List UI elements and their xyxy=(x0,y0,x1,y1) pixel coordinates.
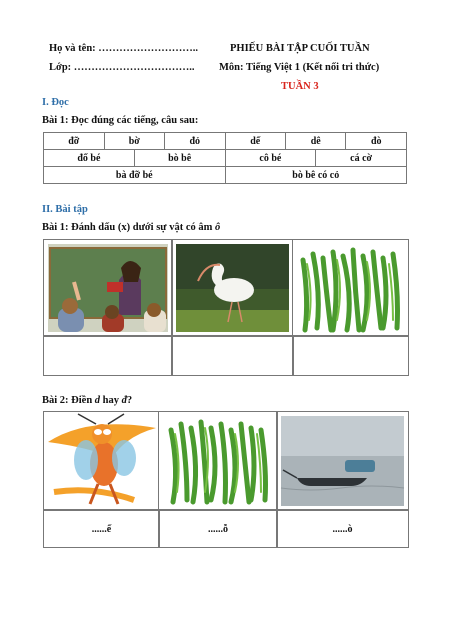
reading-phrase: bò bê xyxy=(134,150,225,167)
exercise1-mark-title: Bài 1: Đánh dấu (x) dưới sự vật có âm ô xyxy=(42,222,221,233)
reading-word: dế xyxy=(225,133,285,150)
ex1-answer-box-1[interactable] xyxy=(43,335,173,376)
ex2-answer-box-1[interactable] xyxy=(43,509,160,548)
ex2-image-cell-3 xyxy=(276,411,409,511)
reading-table xyxy=(43,132,407,184)
ex2-image-cell-2 xyxy=(158,411,278,511)
ex1-image-cell-2 xyxy=(171,239,294,337)
cricket-cartoon-image xyxy=(44,412,159,510)
exercise1-reading-title: Bài 1: Đọc đúng các tiếng, câu sau: xyxy=(42,115,199,126)
class-line: Lớp: …………………………….. xyxy=(49,62,195,73)
reading-word: đỏ xyxy=(165,133,226,150)
reading-word: dê xyxy=(285,133,345,150)
green-beans-image xyxy=(293,240,408,336)
section-exercises-heading: II. Bài tập xyxy=(42,204,88,215)
teacher-classroom-image xyxy=(44,240,172,336)
fill-blank-3: ......ò xyxy=(332,524,353,535)
white-ibis-bird-image xyxy=(172,240,293,336)
ex2-answer-box-3[interactable] xyxy=(276,509,409,548)
boat-on-river-image xyxy=(277,412,408,510)
ex2-image-cell-1 xyxy=(43,411,160,511)
ex2-answer-box-2[interactable] xyxy=(158,509,278,548)
worksheet-title: PHIẾU BÀI TẬP CUỐI TUẦN xyxy=(230,43,370,54)
name-line: Họ và tên: ……………………….. xyxy=(49,43,199,54)
fill-blank-2: ......ỗ xyxy=(208,524,228,535)
reading-phrase: đổ bé xyxy=(44,150,135,167)
reading-sentence: bà đỡ bé xyxy=(44,167,226,184)
exercise2-fill-title: Bài 2: Điền d hay đ? xyxy=(42,395,133,406)
reading-word: đò xyxy=(346,133,407,150)
ex1-answer-box-3[interactable] xyxy=(292,335,409,376)
reading-sentence: bò bê có cỏ xyxy=(225,167,406,184)
reading-phrase: cô bé xyxy=(225,150,316,167)
ex1-image-cell-3 xyxy=(292,239,409,337)
week-label: TUẦN 3 xyxy=(281,81,319,92)
ex1-image-cell-1 xyxy=(43,239,173,337)
ex1-answer-box-2[interactable] xyxy=(171,335,294,376)
subject-line: Môn: Tiếng Việt 1 (Kết nối tri thức) xyxy=(219,62,380,73)
reading-word: đỡ xyxy=(44,133,105,150)
reading-word: bờ xyxy=(104,133,165,150)
reading-phrase: cá cờ xyxy=(316,150,407,167)
green-beans-image xyxy=(159,412,277,510)
section-reading-heading: I. Đọc xyxy=(42,97,69,108)
fill-blank-1: ......ế xyxy=(91,524,112,535)
